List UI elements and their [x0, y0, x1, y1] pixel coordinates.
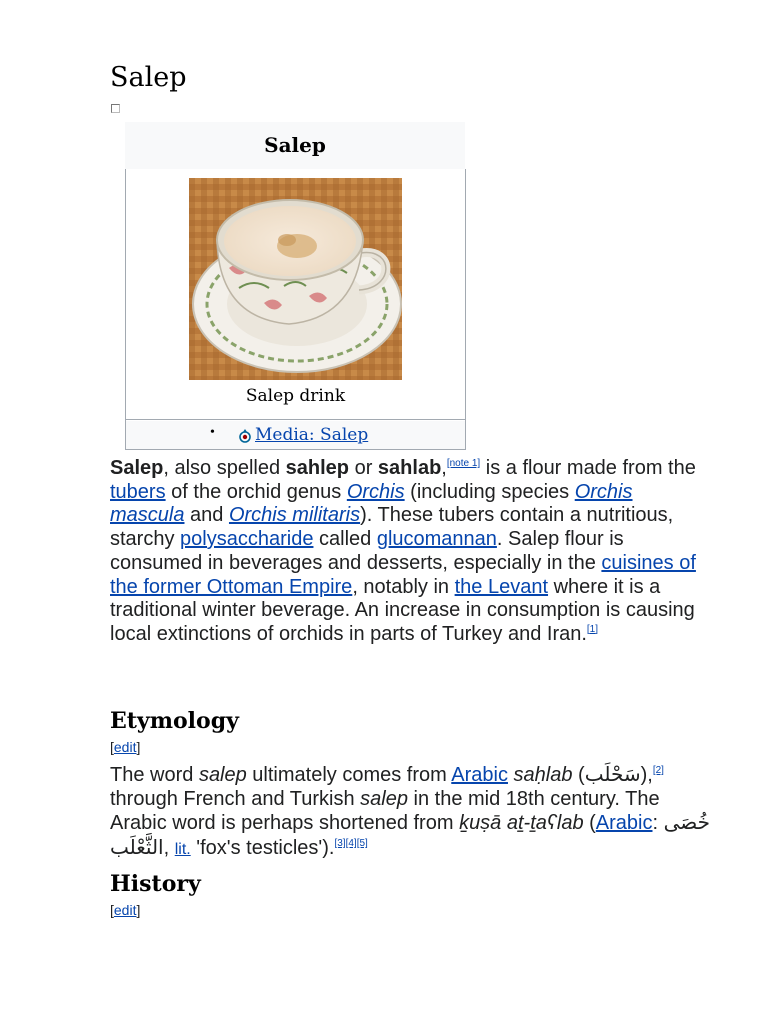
infobox-media-row [126, 421, 465, 449]
history-edit [110, 902, 140, 918]
arabic-link-2[interactable]: Arabic [595, 812, 653, 835]
term-sahlab: sahlab [377, 457, 442, 479]
wikimedia-commons-icon [238, 429, 252, 443]
text: , also spelled [163, 457, 286, 479]
bracket: [ [110, 739, 114, 755]
collapse-toggle[interactable] [111, 104, 120, 113]
polysaccharide-link[interactable]: polysaccharide [180, 528, 314, 551]
history-edit-link[interactable]: edit [113, 902, 137, 918]
etymology-edit [110, 739, 140, 755]
term-sahlab-italic: saḥlab [513, 764, 573, 786]
infobox [125, 122, 466, 450]
orchis-mascula-link[interactable]: Orchis mascula [110, 480, 633, 527]
text: ( [572, 764, 585, 786]
bracket: [ [110, 902, 114, 918]
text: is a flour made from the [480, 457, 696, 479]
bracket: ] [136, 739, 141, 755]
term-sahlep: sahlep [285, 457, 350, 479]
text: 'fox's testicles'). [190, 837, 335, 860]
arabic-link[interactable]: Arabic [451, 764, 508, 786]
ottoman-cuisine-link[interactable]: cuisines of the former Ottoman Empire [110, 551, 696, 598]
media-salep-link[interactable]: Media: Salep [255, 425, 369, 445]
text: where it is a traditional winter beverage. An increase in consumption is causing local extinctions of orchids in parts of Turkey and Iran. [110, 575, 695, 645]
term-salep: Salep [110, 457, 164, 479]
text: ultimately comes from [246, 764, 452, 786]
history-heading: History [110, 871, 201, 897]
ref-3[interactable]: [3] [334, 838, 346, 850]
arabic-sahlab: سَحْلَب [584, 762, 641, 786]
infobox-caption: Salep drink [245, 386, 346, 406]
infobox-image[interactable] [189, 178, 402, 380]
etymology-heading: Etymology [110, 708, 239, 734]
text: The word [110, 764, 199, 786]
text: ). These tubers contain a nutritious, starchy [110, 504, 674, 551]
text: and [184, 504, 229, 527]
term-salep-italic: salep [198, 764, 247, 786]
glucomannan-link[interactable]: glucomannan [376, 528, 497, 551]
ref-1[interactable]: [1] [586, 623, 599, 635]
text: of the orchid genus [165, 480, 347, 503]
infobox-body [125, 169, 466, 450]
text: . Salep flour is consumed in beverages and desserts, especially in the [110, 528, 624, 574]
list-bullet: • [210, 425, 215, 440]
text: , notably in [352, 575, 455, 598]
note-1-ref[interactable]: [note 1] [446, 458, 481, 469]
etymology-edit-link[interactable]: edit [113, 739, 137, 755]
arabic-kusa: خُصَى الثَّعْلَب [110, 810, 711, 860]
etymology-paragraph [110, 763, 710, 862]
tubers-link[interactable]: tubers [110, 480, 166, 503]
text: ), [640, 764, 653, 786]
levant-link[interactable]: the Levant [454, 575, 549, 598]
ref-4[interactable]: [4] [345, 838, 357, 850]
term-kusa-italic: ḵuṣā aṯ-ṯaʕlab [459, 812, 584, 835]
text: (including species [404, 480, 575, 503]
ref-2[interactable]: [2] [652, 765, 664, 776]
ref-5[interactable]: [5] [356, 838, 368, 850]
text: in the mid 18th century. The Arabic word is perhaps shortened from [110, 787, 660, 835]
term-salep-italic: salep [360, 787, 408, 810]
text: or [349, 457, 378, 479]
text: through French and Turkish [110, 787, 361, 810]
orchis-militaris-link[interactable]: Orchis militaris [228, 504, 361, 527]
orchis-link[interactable]: Orchis [346, 480, 405, 503]
text: : [652, 812, 664, 835]
infobox-divider [126, 419, 465, 420]
text: called [313, 528, 377, 551]
text: , [441, 457, 447, 479]
page-title: Salep [110, 62, 187, 93]
text: ( [583, 812, 596, 835]
text: , [163, 837, 175, 860]
salep-drink-image [189, 178, 402, 380]
lead-paragraph [110, 457, 708, 647]
bracket: ] [136, 902, 141, 918]
lit-link[interactable]: lit. [174, 841, 191, 859]
infobox-title: Salep [125, 122, 465, 169]
